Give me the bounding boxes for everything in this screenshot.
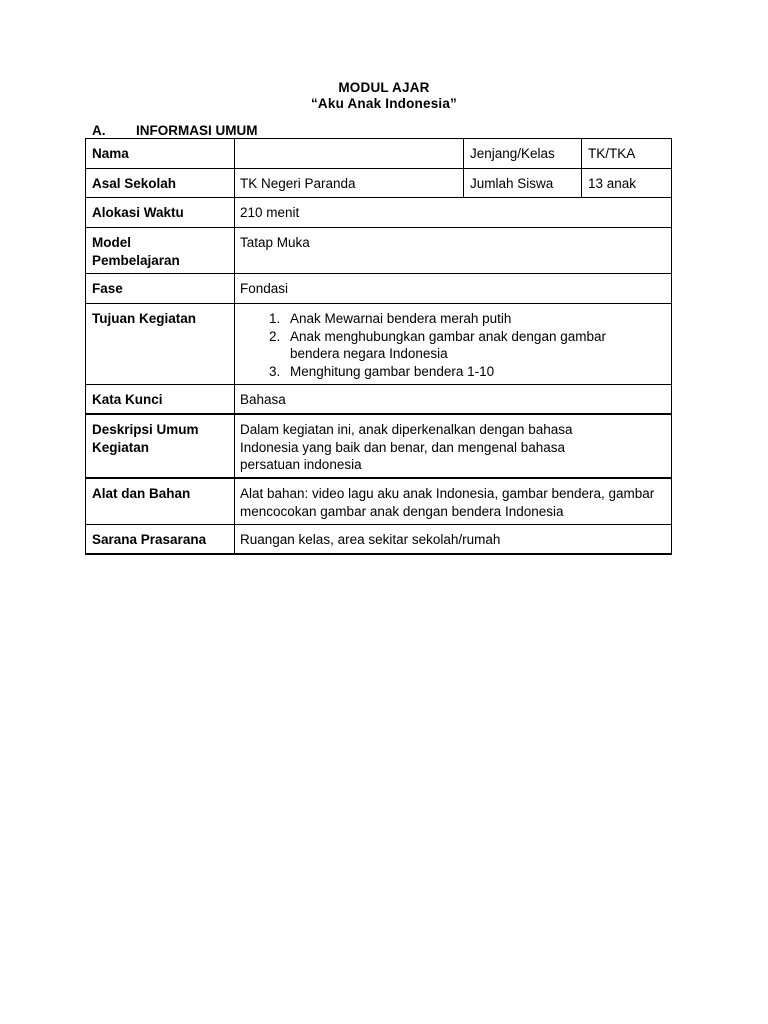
kata-kunci-value: Bahasa [240,392,286,407]
model-pembelajaran-value: Tatap Muka [240,235,310,250]
jumlah-siswa-label: Jumlah Siswa [470,176,554,191]
nama-value [234,139,463,145]
nama-label: Nama [92,146,129,161]
jumlah-siswa-value: 13 anak [588,176,637,191]
jenjang-kelas-label: Jenjang/Kelas [470,146,555,161]
jenjang-kelas-value: TK/TKA [588,146,636,161]
list-item: 3. Menghitung gambar bendera 1-10 [284,363,658,381]
alokasi-waktu-value: 210 menit [240,205,300,220]
deskripsi-value: Dalam kegiatan ini, anak diperkenalkan dengan bahasa Indonesia yang baik dan benar, dan mengenal bahasa persatuan indonesia [240,422,573,472]
document-title: MODUL AJAR [338,80,430,95]
list-item: 2. Anak menghubungkan gambar anak dengan gambar bendera negara Indonesia [284,328,658,363]
model-label-line2: Pembelajaran [92,252,180,268]
asal-sekolah-label: Asal Sekolah [92,176,177,191]
tujuan-kegiatan-value [234,304,664,380]
list-item: 1. Anak Mewarnai bendera merah putih [284,310,658,328]
deskripsi-label [86,415,234,456]
fase-label: Fase [92,281,123,296]
kata-kunci-label: Kata Kunci [92,392,163,407]
deskripsi-label-line1: Deskripsi Umum [92,422,199,437]
tujuan-list [240,310,658,380]
fase-value: Fondasi [240,281,289,296]
section-number: A. [92,123,106,138]
deskripsi-label-line2: Kegiatan [92,439,150,455]
model-pembelajaran-label [86,228,234,269]
document-subtitle: “Aku Anak Indonesia” [310,96,458,111]
sarana-prasarana-value: Ruangan kelas, area sekitar sekolah/rumah [240,532,501,547]
tujuan-kegiatan-label: Tujuan Kegiatan [92,311,197,326]
asal-sekolah-value: TK Negeri Paranda [240,176,356,191]
table-rule [85,553,672,555]
table-rule [671,138,672,555]
section-title: INFORMASI UMUM [136,123,258,138]
alat-bahan-label: Alat dan Bahan [92,486,191,501]
sarana-prasarana-label: Sarana Prasarana [92,532,207,547]
model-label-line1: Model [92,235,131,250]
alokasi-waktu-label: Alokasi Waktu [92,205,184,220]
alat-bahan-value: Alat bahan: video lagu aku anak Indonesia, gambar bendera, gambar mencocokan gambar anak dengan bendera Indonesia [240,486,655,519]
